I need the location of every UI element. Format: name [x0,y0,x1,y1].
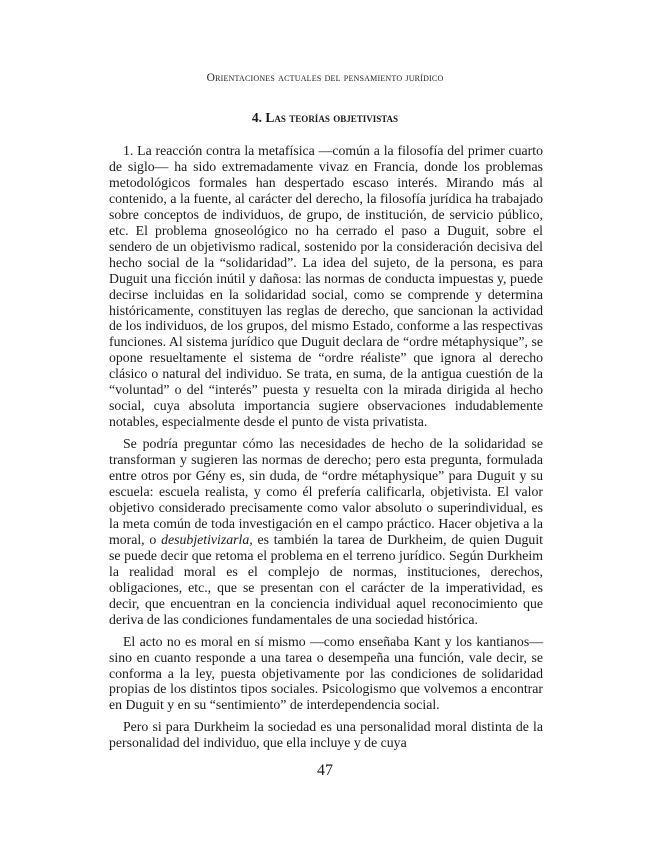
paragraph-3 [109,634,543,714]
running-head: Orientaciones actuales del pensamiento jurídico [206,72,444,84]
paragraph-1 [109,143,543,430]
paragraph-2 [109,436,543,627]
paragraph-text: Se podría preguntar cómo las necesidades de hecho de la solidaridad se transforman y sugieren las normas de derecho; pero esta pregunta, formulada entre otros por Gény es, sin duda, de “ordre métaphysique” para Duguit y su escuela: escuela realista, y como él prefería calificarla, objetivista. El valor objetivo considerado precisamente como valor absoluto o superindividual, es la meta común de toda investigación en el campo práctico. Hacer objetiva a la moral, o [109,436,543,547]
paragraph-text: 1. La reacción contra la metafísica —común a la filosofía del primer cuarto de siglo— ha sido extremadamente vivaz en Francia, donde los problemas metodológicos formales han despertado escaso interés. Mirando más al contenido, a la fuente, al carácter del derecho, la filosofía jurídica ha trabajado sobre conceptos de individuos, de grupo, de institución, de servicio público, etc. El problema gnoseológico no ha cerrado el paso a Duguit, sobre el sendero de un objetivismo radical, sostenido por la consideración decisiva del hecho social de la “solidaridad”. La idea del sujeto, de la persona, es para Duguit una ficción inútil y dañosa: las normas de conducta impuestas y, puede decirse incluidas en la solidaridad social, como se comprende y determina históricamente, constituyen las reglas de derecho, que sancionan la actividad de los individuos, de los grupos, del mismo Estado, conforme a las respectivas funciones. Al sistema jurídico que Duguit declara de “ordre métaphysique”, se opone resueltamente el sistema de “ordre réaliste” que ignora al derecho clásico o natural del individuo. Se trata, en suma, de la antigua cuestión de la “voluntad” o del “interés” puesta y resuelta con la mirada dirigida al hecho social, cuya absoluta importancia sugiere observaciones indudablemente notables, especialmente desde el punto de vista privatista. [109,143,543,430]
paragraph-text: es también la tarea de Durkheim, de quien Duguit se puede decir que retoma el problema en el terreno jurídico. Según Durkheim la realidad moral es el complejo de normas, instituciones, derechos, obligaciones, etc., que se presentan con el carácter de la imperatividad, es decir, que encuentran en la conciencia individual aquel reconocimiento que deriva de las condiciones fundamentales de una sociedad histórica. [109,531,543,627]
paragraph-text: El acto no es moral en sí mismo —como enseñaba Kant y los kantianos— sino en cuanto responde a una tarea o desempeña una función, vale decir, se conforma a la ley, puesta objetivamente por las condiciones de solidaridad propias de los distintos tipos sociales. Psicologismo que volvemos a encontrar en Duguit y en su “sentimiento” de interdependencia social. [109,633,543,713]
page-number: 47 [317,762,333,779]
section-title: 4. Las teorías objetivistas [251,110,399,125]
paragraph-text: Pero si para Durkheim la sociedad es una personalidad moral distinta de la personalidad del individuo, que ella incluye y de cuya [109,719,543,751]
body-text [109,143,543,757]
italic-term: desubjetivizarla, [161,531,253,547]
paragraph-4 [109,719,543,751]
